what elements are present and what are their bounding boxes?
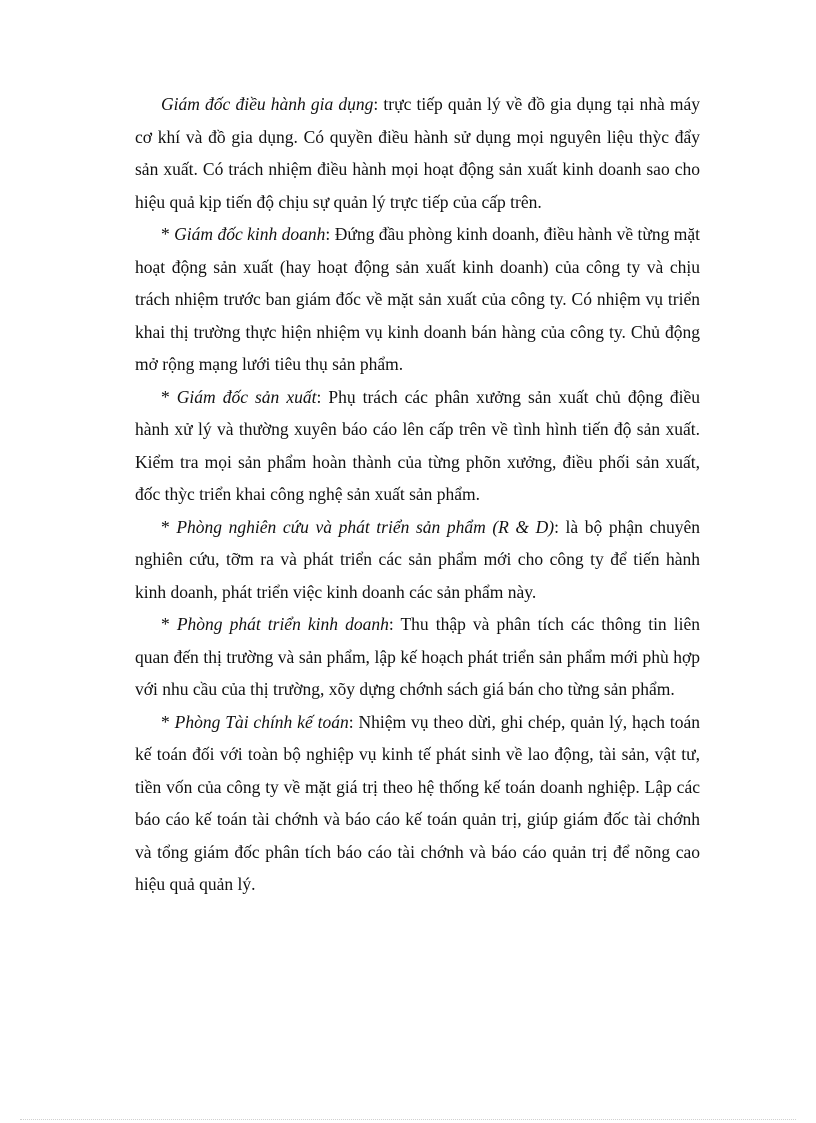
paragraph-executive-director <box>135 88 700 218</box>
role-description: : là bộ phận chuyên nghiên cứu, tỡm ra và phát triển các sản phẩm mới cho công ty để tiến hành kinh doanh, phát triển việc kinh doanh các sản phẩm này. <box>135 516 701 602</box>
paragraph-prefix: * <box>161 614 177 634</box>
role-description: : Phụ trách các phân xưởng sản xuất chủ động điều hành xử lý và thường xuyên báo cáo lên cấp trên về tình hình tiến độ sản xuất. Kiểm tra mọi sản phẩm hoàn thành của từng phõn xưởng, điều phối sản xuất, đốc thỳc triển khai công nghệ sản xuất sản phẩm. <box>135 386 700 504</box>
paragraph-production-director <box>135 381 700 511</box>
paragraph-rnd-department <box>135 511 700 609</box>
role-term: Giám đốc kinh doanh <box>174 224 326 244</box>
paragraph-prefix: * <box>161 711 175 732</box>
paragraph-prefix: * <box>161 386 177 407</box>
paragraph-prefix: * <box>161 516 177 537</box>
role-description: : Nhiệm vụ theo dừi, ghi chép, quản lý, hạch toán kế toán đối với toàn bộ nghiệp vụ kinh tế phát sinh về lao động, tài sản, vật tư, tiền vốn của công ty về mặt giá trị theo hệ thống kế toán doanh nghiệp. Lập các báo cáo kế toán tài chớnh và báo cáo kế toán quản trị, giúp giám đốc tài chớnh và tổng giám đốc phân tích báo cáo tài chớnh và báo cáo quản trị để nõng cao hiệu quả quản lý. <box>135 711 701 894</box>
role-description: : Đứng đầu phòng kinh doanh, điều hành về từng mặt hoạt động sản xuất (hay hoạt động sản xuất kinh doanh) của công ty và chịu trách nhiệm trước ban giám đốc về mặt sản xuất của công ty. Có nhiệm vụ triển khai thị trường thực hiện nhiệm vụ kinh doanh bán hàng của công ty. Chủ động mở rộng mạng lưới tiêu thụ sản phẩm. <box>135 224 700 374</box>
role-term: Giám đốc sản xuất <box>176 386 317 407</box>
page-bottom-divider <box>20 1119 796 1120</box>
role-description: : trực tiếp quản lý về đồ gia dụng tại nhà máy cơ khí và đồ gia dụng. Có quyền điều hành sử dụng mọi nguyên liệu thỳc đẩy sản xuất. Có trách nhiệm điều hành mọi hoạt động sản xuất kinh doanh sao cho hiệu quả kịp tiến độ chịu sự quản lý trực tiếp của cấp trên. <box>135 94 700 212</box>
paragraph-finance-accounting <box>135 706 700 901</box>
paragraph-business-development <box>135 608 700 706</box>
role-term: Phòng nghiên cứu và phát triển sản phẩm (R & D) <box>176 516 555 537</box>
role-term: Phòng phát triển kinh doanh <box>176 614 389 634</box>
role-term: Phòng Tài chính kế toán <box>174 711 349 732</box>
role-term: Giám đốc điều hành gia dụng <box>161 94 374 114</box>
role-description: : Thu thập và phân tích các thông tin liên quan đến thị trường và sản phẩm, lập kế hoạch phát triển sản phẩm mới phù hợp với nhu cầu của thị trường, xõy dựng chớnh sách giá bán cho từng sản phẩm. <box>135 614 700 699</box>
paragraph-prefix: * <box>161 224 175 244</box>
document-page <box>135 88 700 901</box>
paragraph-business-director <box>135 218 700 381</box>
